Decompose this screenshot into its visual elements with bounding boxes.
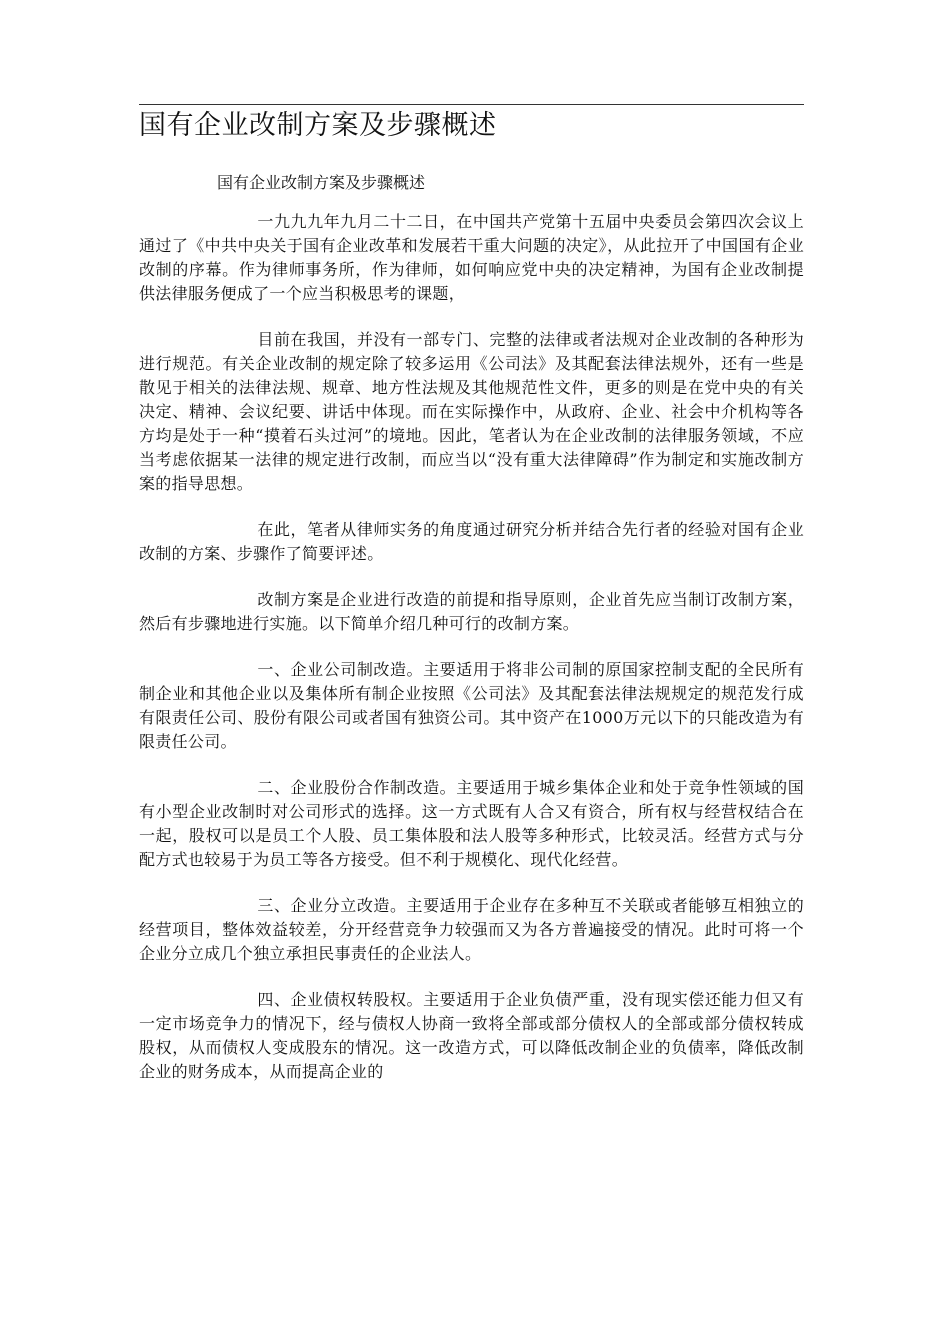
document-subtitle: 国有企业改制方案及步骤概述 bbox=[217, 173, 426, 192]
paragraph-plan-3: 三、企业分立改造。主要适用于企业存在多种互不关联或者能够互相独立的经营项目，整体效益较差，分开经营竞争力较强而又为各方普遍接受的情况。此时可将一个企业分立成几个独立承担民事责任的企业法人。 bbox=[139, 896, 804, 963]
paragraph-plan-overview: 改制方案是企业进行改造的前提和指导原则，企业首先应当制订改制方案，然后有步骤地进行实施。以下简单介绍几种可行的改制方案。 bbox=[139, 590, 804, 633]
paragraph-plan-2: 二、企业股份合作制改造。主要适用于城乡集体企业和处于竞争性领域的国有小型企业改制时对公司形式的选择。这一方式既有人合又有资合，所有权与经营权结合在一起，股权可以是员工个人股、员工集体股和法人股等多种形式，比较灵活。经营方式与分配方式也较易于为员工等各方接受。但不利于规模化、现代化经营。 bbox=[139, 778, 804, 869]
header-rule bbox=[139, 104, 804, 105]
paragraph-intro: 一九九九年九月二十二日，在中国共产党第十五届中央委员会第四次会议上通过了《中共中央关于国有企业改革和发展若干重大问题的决定》，从此拉开了中国国有企业改制的序幕。作为律师事务所，作为律师，如何响应党中央的决定精神，为国有企业改制提供法律服务便成了一个应当积极思考的课题， bbox=[139, 212, 804, 303]
paragraph-plan-4: 四、企业债权转股权。主要适用于企业负债严重，没有现实偿还能力但又有一定市场竞争力的情况下，经与债权人协商一致将全部或部分债权人的全部或部分债权转成股权，从而债权人变成股东的情况。这一改造方式，可以降低改制企业的负债率，降低改制企业的财务成本，从而提高企业的 bbox=[139, 990, 804, 1081]
paragraph-plan-1: 一、企业公司制改造。主要适用于将非公司制的原国家控制支配的全民所有制企业和其他企业以及集体所有制企业按照《公司法》及其配套法律法规规定的规范发行成有限责任公司、股份有限公司或者国有独资公司。其中资产在1000万元以下的只能改造为有限责任公司。 bbox=[139, 660, 804, 751]
paragraph-scope: 在此，笔者从律师实务的角度通过研究分析并结合先行者的经验对国有企业改制的方案、步骤作了简要评述。 bbox=[139, 520, 804, 563]
document-title: 国有企业改制方案及步骤概述 bbox=[139, 110, 497, 141]
paragraph-background: 目前在我国，并没有一部专门、完整的法律或者法规对企业改制的各种形为进行规范。有关企业改制的规定除了较多运用《公司法》及其配套法律法规外，还有一些是散见于相关的法律法规、规章、地方性法规及其他规范性文件，更多的则是在党中央的有关决定、精神、会议纪要、讲话中体现。而在实际操作中，从政府、企业、社会中介机构等各方均是处于一种“摸着石头过河”的境地。因此，笔者认为在企业改制的法律服务领域，不应当考虑依据某一法律的规定进行改制，而应当以“没有重大法律障碍”作为制定和实施改制方案的指导思想。 bbox=[139, 330, 804, 493]
document-body bbox=[139, 170, 804, 1106]
